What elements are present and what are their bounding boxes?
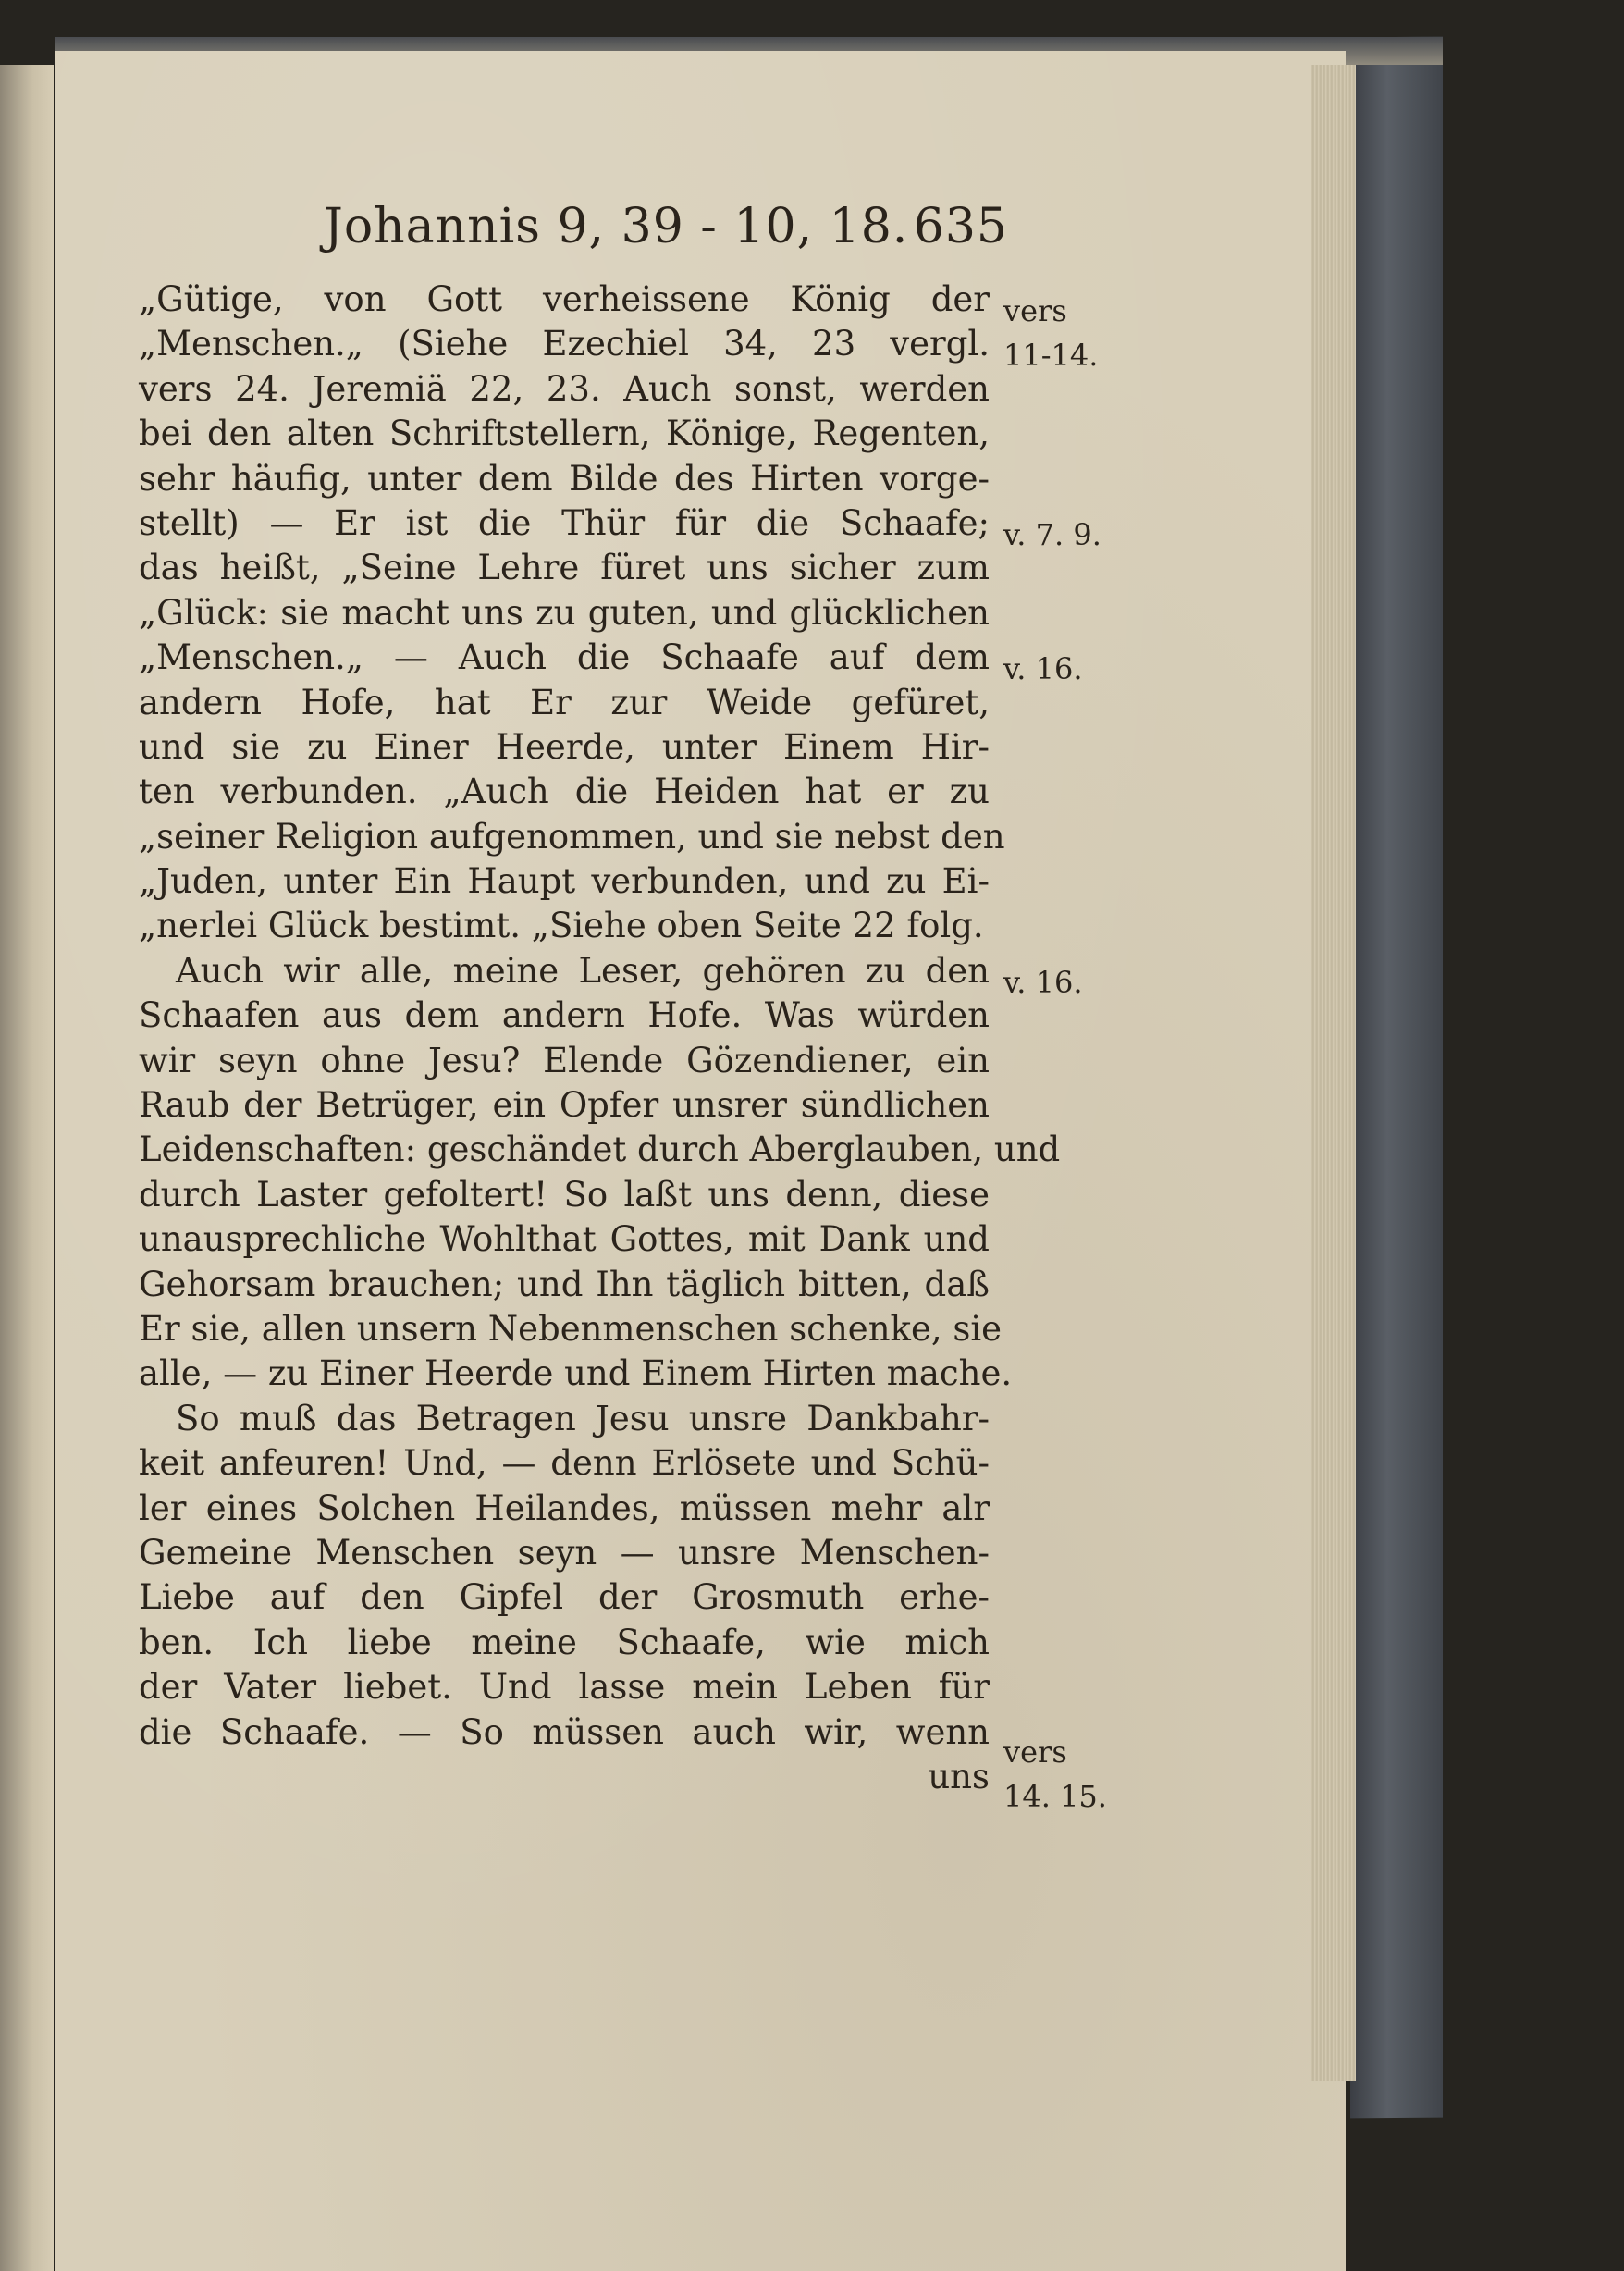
text-line: Auch wir alle, meine Leser, gehören zu den [176, 950, 990, 991]
text-line: der Vater liebet. Und lasse mein Leben für [139, 1667, 990, 1708]
page-number: 635 [913, 199, 1008, 254]
text-line: „Menschen.„ — Auch die Schaafe auf dem [139, 637, 990, 678]
margin-note: v. 7. 9. [1003, 517, 1101, 552]
margin-note: 14. 15. [1003, 1779, 1107, 1814]
book-cover [1350, 37, 1443, 2119]
margin-note: v. 16. [1003, 965, 1083, 1000]
margin-note: vers [1003, 293, 1067, 328]
margin-note: v. 16. [1003, 651, 1083, 686]
text-line: das heißt, „Seine Lehre füret uns sicher zum [139, 548, 990, 588]
margin-note: 11-14. [1003, 338, 1099, 373]
text-line: und sie zu Einer Heerde, unter Einem Hir- [139, 726, 990, 767]
running-title: Johannis 9, 39 - 10, 18. [324, 199, 909, 254]
text-line: „Glück: sie macht uns zu guten, und glücklichen [139, 592, 990, 633]
text-line: keit anfeuren! Und, — denn Erlösete und Schü- [139, 1443, 990, 1484]
text-line: alle, — zu Einer Heerde und Einem Hirten mache. [139, 1353, 1013, 1394]
text-line: Er sie, allen unsern Nebenmenschen schenke, sie [139, 1308, 1003, 1349]
text-line: Leidenschaften: geschändet durch Aberglauben, und [139, 1129, 1061, 1170]
catchword: uns [928, 1756, 990, 1796]
text-line: Gehorsam brauchen; und Ihn täglich bitten, daß [139, 1264, 990, 1304]
running-head [324, 199, 1008, 264]
text-line: „nerlei Glück bestimt. „Siehe oben Seite 22 folg. [139, 906, 984, 946]
text-line: „Gütige, von Gott verheissene König der [139, 279, 990, 319]
text-line: Raub der Betrüger, ein Opfer unsrer sündlichen [139, 1085, 990, 1126]
text-line: sehr häufig, unter dem Bilde des Hirten vorge- [139, 458, 990, 499]
text-line: bei den alten Schriftstellern, Könige, Regenten, [139, 413, 990, 454]
text-line: Schaafen aus dem andern Hofe. Was würden [139, 995, 990, 1036]
page-stack-edges [1311, 65, 1356, 2081]
text-line: durch Laster gefoltert! So laßt uns denn, diese [139, 1174, 990, 1215]
text-line: Liebe auf den Gipfel der Grosmuth erhe- [139, 1577, 990, 1618]
facing-page-edge [0, 65, 54, 2271]
text-line: „Juden, unter Ein Haupt verbunden, und zu Ei- [139, 861, 990, 902]
text-line: ler eines Solchen Heilandes, müssen mehr alr [139, 1487, 990, 1528]
text-line: wir seyn ohne Jesu? Elende Gözendiener, ein [139, 1040, 990, 1080]
text-line: stellt) — Er ist die Thür für die Schaafe; [139, 502, 990, 543]
margin-note: vers [1003, 1734, 1067, 1770]
text-line: „Menschen.„ (Siehe Ezechiel 34, 23 vergl. [139, 324, 990, 364]
text-line: So muß das Betragen Jesu unsre Dankbahr- [176, 1398, 990, 1438]
text-line: „seiner Religion aufgenommen, und sie nebst den [139, 816, 1005, 857]
text-line: andern Hofe, hat Er zur Weide gefüret, [139, 682, 990, 722]
text-line: ben. Ich liebe meine Schaafe, wie mich [139, 1622, 990, 1662]
text-line: die Schaafe. — So müssen auch wir, wenn [139, 1711, 990, 1752]
text-line: unausprechliche Wohlthat Gottes, mit Dank und [139, 1219, 990, 1260]
text-line: Gemeine Menschen seyn — unsre Menschen- [139, 1532, 990, 1573]
text-line: vers 24. Jeremiä 22, 23. Auch sonst, werden [139, 368, 990, 409]
text-line: ten verbunden. „Auch die Heiden hat er zu [139, 771, 990, 812]
